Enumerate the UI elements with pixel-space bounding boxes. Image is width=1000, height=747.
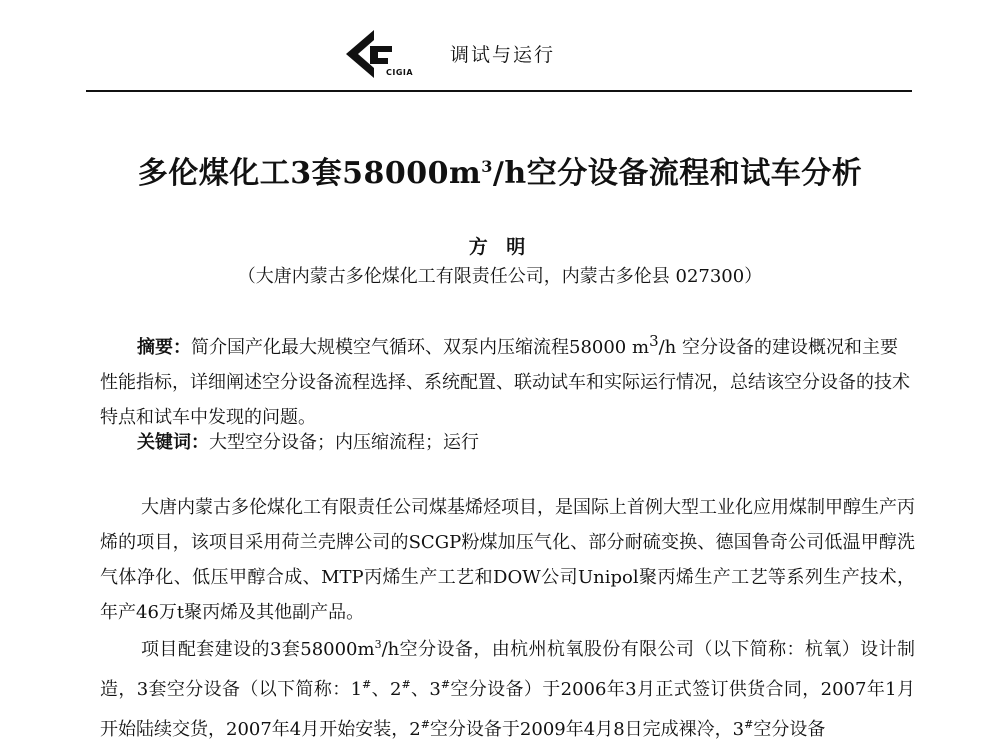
abstract-label: 摘要：	[137, 337, 191, 358]
logo-text: CIGIA	[386, 68, 414, 77]
keywords	[137, 428, 479, 454]
author-name: 方 明	[468, 236, 532, 258]
page-header	[340, 28, 640, 80]
keywords-label: 关键词：	[137, 432, 209, 453]
abstract: 摘要：简介国产化最大规模空气循环、双泵内压缩流程58000 $m^3/h$ 空分设备的建设概况和主要性能指标，详细阐述空分设备流程选择、系统配置、联动试车和实际运行情况，总结该空分设备的技术特点和试车中发现的问题。	[100, 332, 910, 428]
header-rule	[86, 90, 912, 92]
body-paragraph-2: 项目配套建设的3套$58000m^3/h$空分设备，由杭州杭氧股份有限公司（以下简称：杭氧）设计制造，3套空分设备（以下简称：1#、2#、3#空分设备）于2006年3月正式签订供货合同，2007年1月开始陆续交货，2007年4月开始安装，2#空分设备于2009年4月8日完成裸冷，3#空分设备	[100, 638, 916, 740]
body-paragraph-1: 大唐内蒙古多伦煤化工有限责任公司煤基烯烃项目，是国际上首例大型工业化应用煤制甲醇生产丙烯的项目，该项目采用荷兰壳牌公司的SCGP粉煤加压气化、部分耐硫变换、德国鲁奇公司低温甲醇洗气体净化、低压甲醇合成、MTP丙烯生产工艺和DOW公司Unipol聚丙烯生产工艺等系列生产技术，年产46万t聚丙烯及其他副产品。	[100, 497, 915, 623]
author-affiliation: （大唐内蒙古多伦煤化工有限责任公司，内蒙古多伦县 027300）	[237, 266, 763, 287]
article-title: 多伦煤化工3套$58000m^3/h$空分设备流程和试车分析	[137, 156, 863, 191]
keywords-text: 大型空分设备；内压缩流程；运行	[209, 432, 479, 453]
section-label: 调试与运行	[450, 44, 556, 66]
